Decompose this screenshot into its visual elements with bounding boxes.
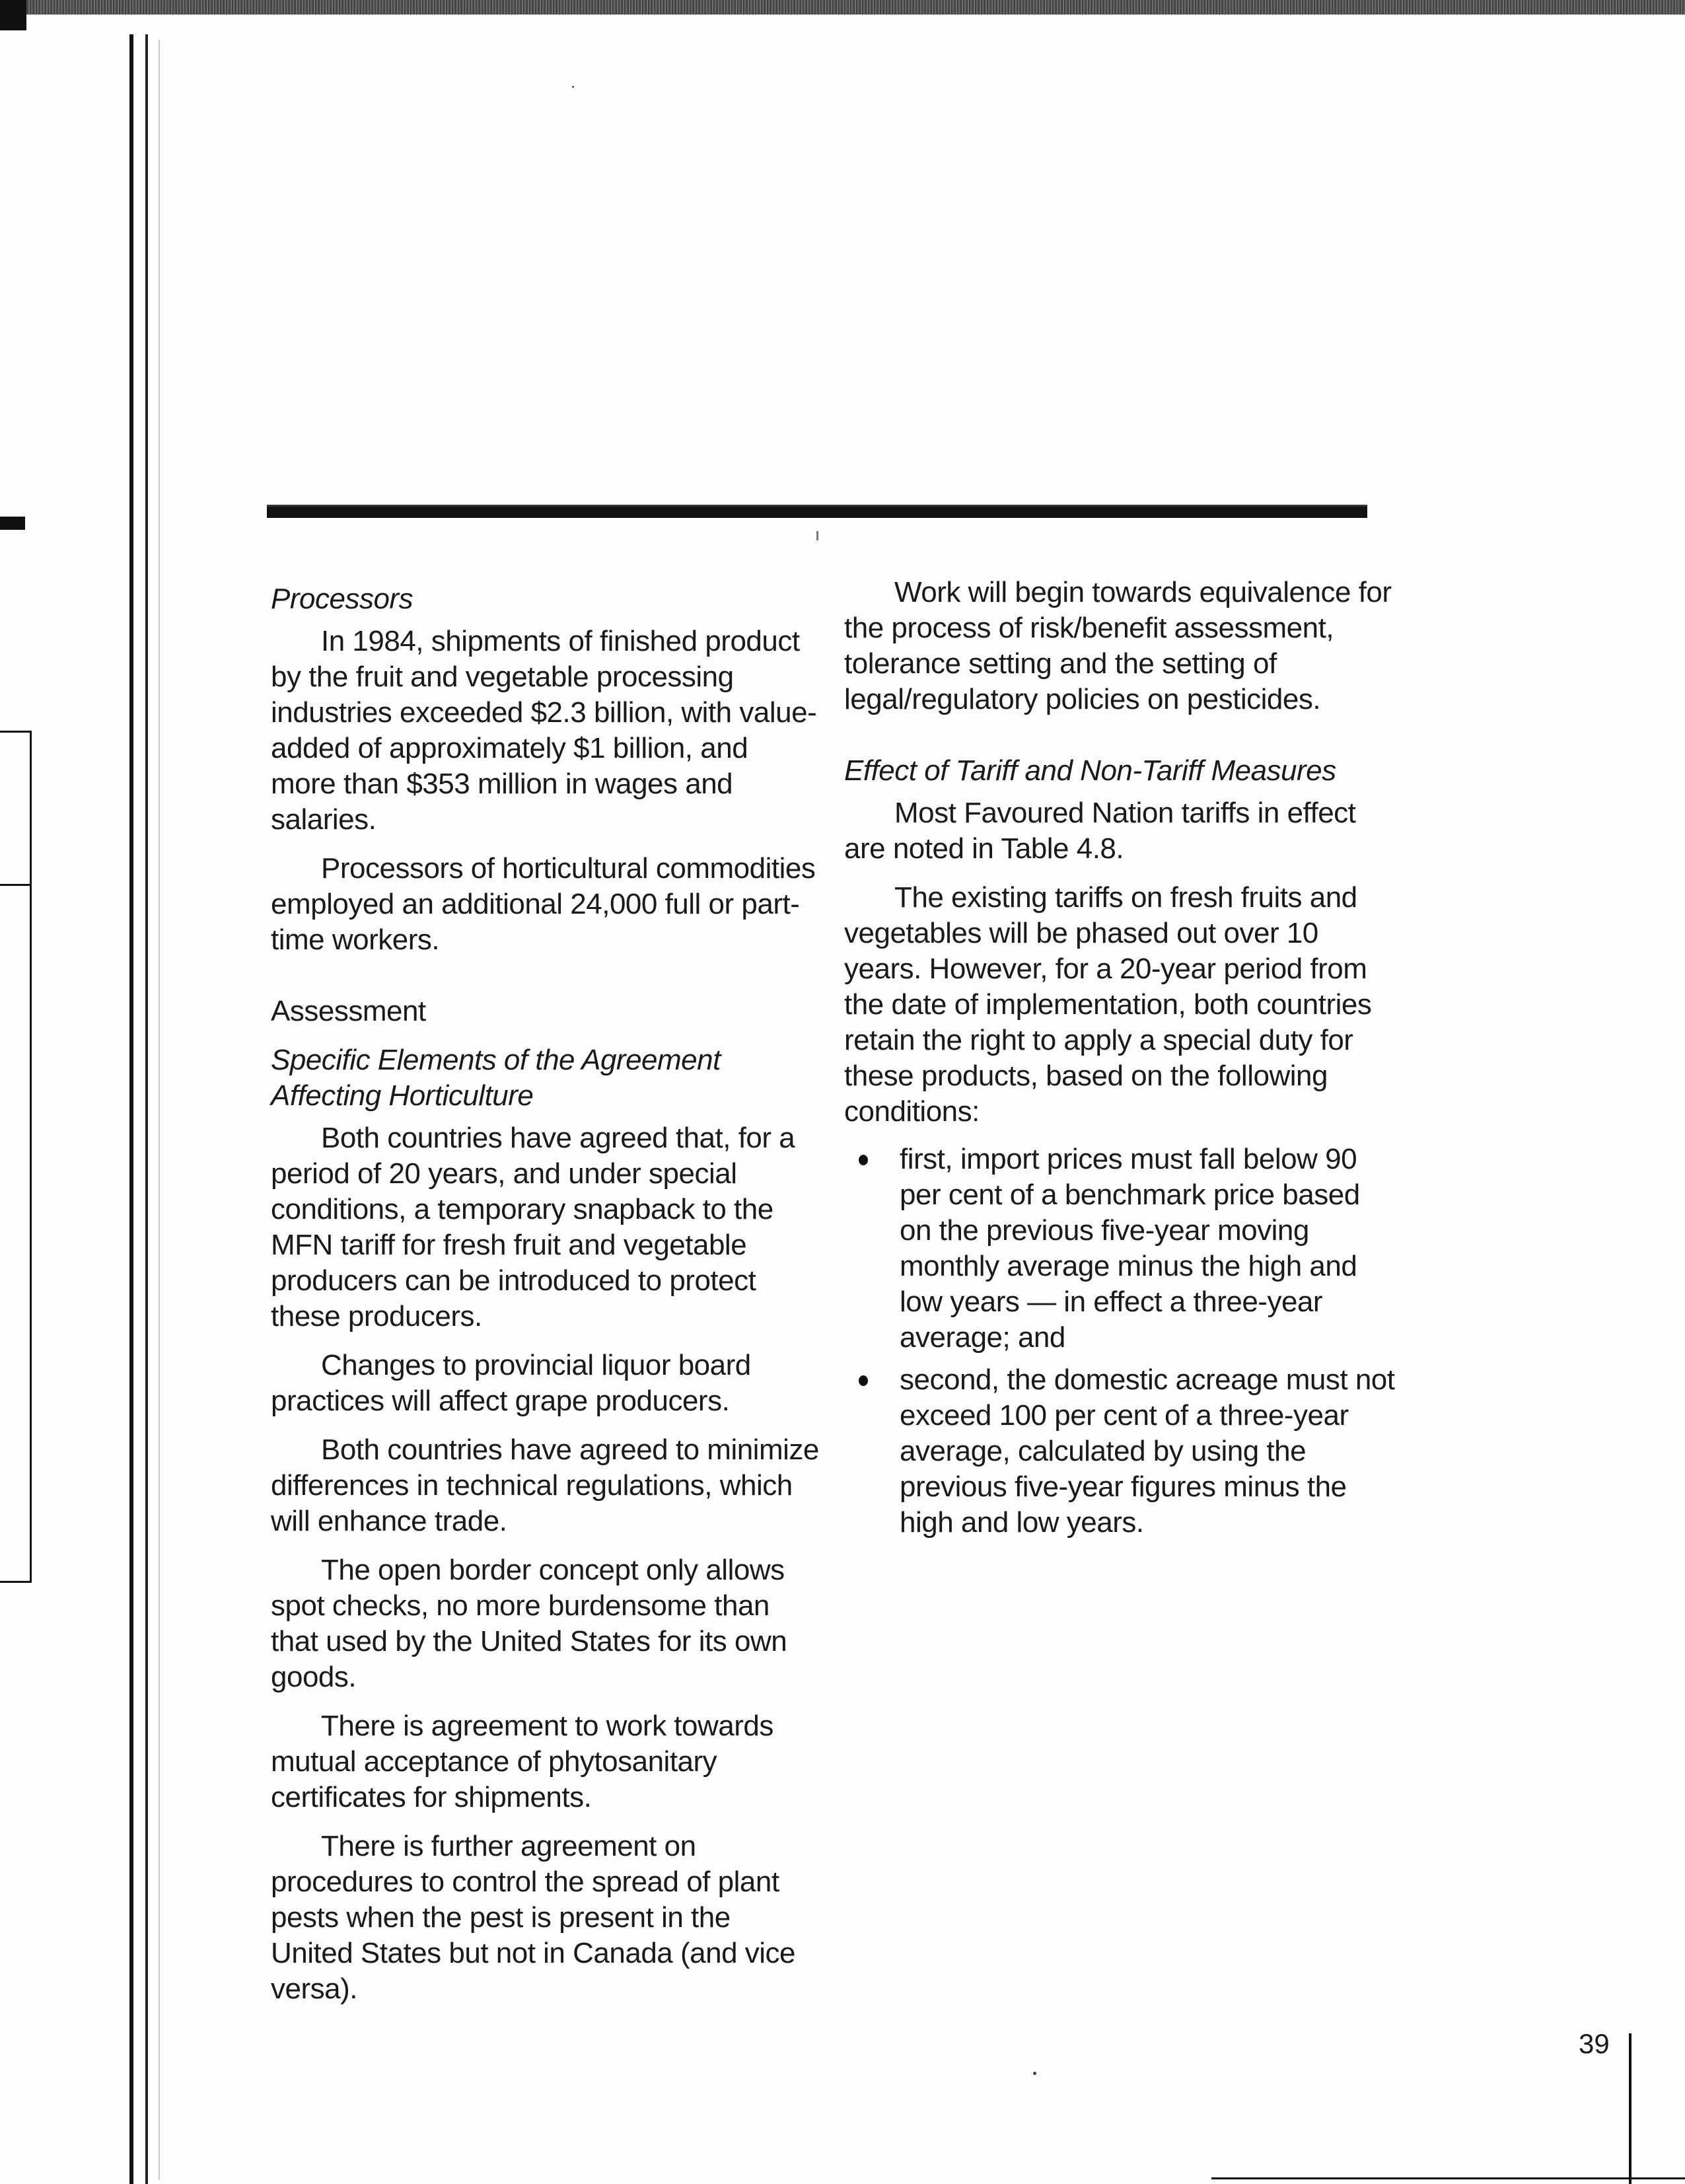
paragraph: There is agreement to work towards mutual acceptance of phytosanitary certificates for shipments. — [271, 1710, 773, 1813]
right-edge-rule — [1629, 2033, 1631, 2184]
right-column — [844, 575, 1399, 1547]
paragraph: Changes to provincial liquor board practices will affect grape producers. — [271, 1349, 751, 1417]
section-rule — [267, 505, 1367, 518]
processors-paragraph-1: In 1984, shipments of finished product by the fruit and vegetable processing industries exceeded $2.3 billion, with value-added of approximately $1 billion, and more than $353 million in wages and salaries. — [271, 625, 817, 836]
list-item-text: second, the domestic acreage must not exceed 100 per cent of a three-year average, calculated by using the previous five-year figures minus the high and low years. — [900, 1364, 1395, 1539]
bullet-icon — [859, 1155, 868, 1165]
rule-mark — [816, 531, 818, 540]
paragraph: There is further agreement on procedures to control the spread of plant pests when the pest is present in the United States but not in Canada (and vice versa). — [271, 1830, 796, 2005]
tariff-heading: Effect of Tariff and Non-Tariff Measures — [844, 754, 1336, 787]
pesticides-paragraph: Work will begin towards equivalence for the process of risk/benefit assessment, tolerance setting and the setting of legal/regulatory policies on pesticides. — [844, 576, 1392, 715]
bullet-icon — [859, 1375, 868, 1386]
paragraph: Both countries have agreed that, for a period of 20 years, and under special conditions, a temporary snapback to the MFN tariff for fresh fruit and vegetable producers can be introduced to protect these producers. — [271, 1122, 795, 1332]
list-item — [844, 1362, 1399, 1541]
left-column — [271, 581, 819, 2007]
adjacent-page-divider — [0, 884, 32, 886]
processors-heading: Processors — [271, 583, 413, 615]
scan-corner-shadow — [0, 0, 26, 30]
conditions-list — [844, 1142, 1399, 1541]
adjacent-page-mark — [0, 517, 25, 530]
paragraph: Both countries have agreed to minimize differences in technical regulations, which will enhance trade. — [271, 1434, 819, 1537]
bottom-edge-rule — [1211, 2177, 1685, 2179]
list-item-text: first, import prices must fall below 90 per cent of a benchmark price based on the previous five-year moving monthly average minus the high and low years — in effect a three-year average; and — [900, 1143, 1360, 1354]
scan-top-edge — [0, 0, 1685, 15]
adjacent-page-box — [0, 731, 32, 1583]
paragraph: The open border concept only allows spot checks, no more burdensome than that used by the United States for its own goods. — [271, 1554, 787, 1693]
assessment-heading: Assessment — [271, 995, 426, 1027]
scan-speck — [572, 86, 574, 88]
tariff-paragraph-1: Most Favoured Nation tariffs in effect are noted in Table 4.8. — [844, 797, 1356, 865]
scan-speck — [1033, 2072, 1036, 2075]
page-number: 39 — [1579, 2028, 1610, 2059]
binding-shadow-line — [159, 40, 160, 2180]
list-item — [844, 1142, 1399, 1356]
specific-elements-heading: Specific Elements of the Agreement Affecting Horticulture — [271, 1044, 721, 1112]
processors-paragraph-2: Processors of horticultural commodities employed an additional 24,000 full or part-time workers. — [271, 852, 816, 956]
page-binding — [129, 34, 148, 2184]
tariff-paragraph-2: The existing tariffs on fresh fruits and vegetables will be phased out over 10 years. However, for a 20-year period from the date of implementation, both countries retain the right to apply a special duty for these products, based on the following conditions: — [844, 881, 1372, 1128]
